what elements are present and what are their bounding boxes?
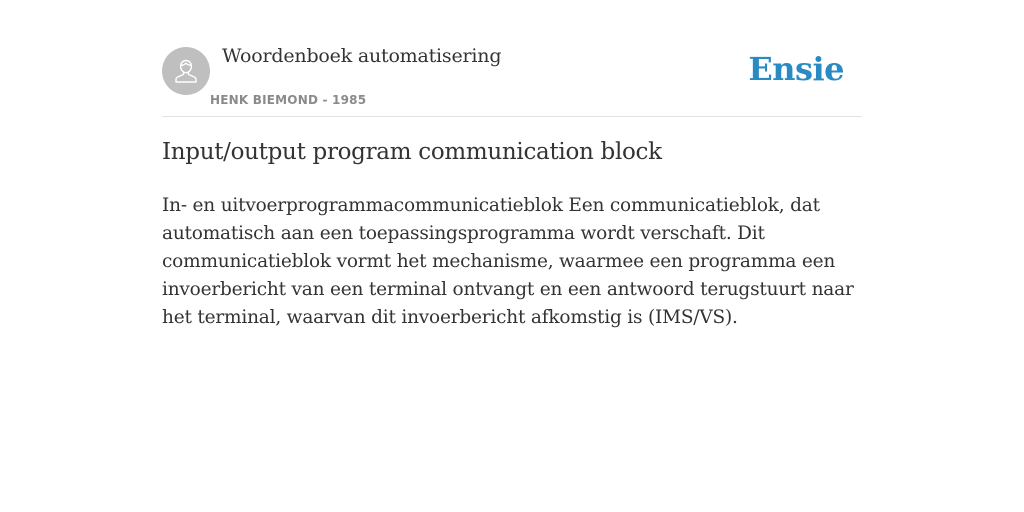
- entry-definition: In- en uitvoerprogrammacommunicatieblok Een communicatieblok, dat automatisch aan een toepassingsprogramma wordt verschaft. Dit communicatieblok vormt het mechanisme, waarmee een programma een invoerbericht van een terminal ontvangt en een antwoord terugstuurt naar het terminal, waarvan dit invoerbericht afkomstig is (IMS/VS).: [162, 195, 854, 328]
- author-avatar[interactable]: [162, 47, 210, 95]
- user-silhouette-icon: [171, 56, 201, 86]
- ensie-logo-link[interactable]: Ensie: [748, 50, 844, 88]
- entry-term: Input/output program communication block: [162, 139, 662, 165]
- entry-header: [162, 40, 862, 117]
- author-byline[interactable]: HENK BIEMOND - 1985: [210, 93, 367, 107]
- book-title[interactable]: Woordenboek automatisering: [222, 45, 502, 67]
